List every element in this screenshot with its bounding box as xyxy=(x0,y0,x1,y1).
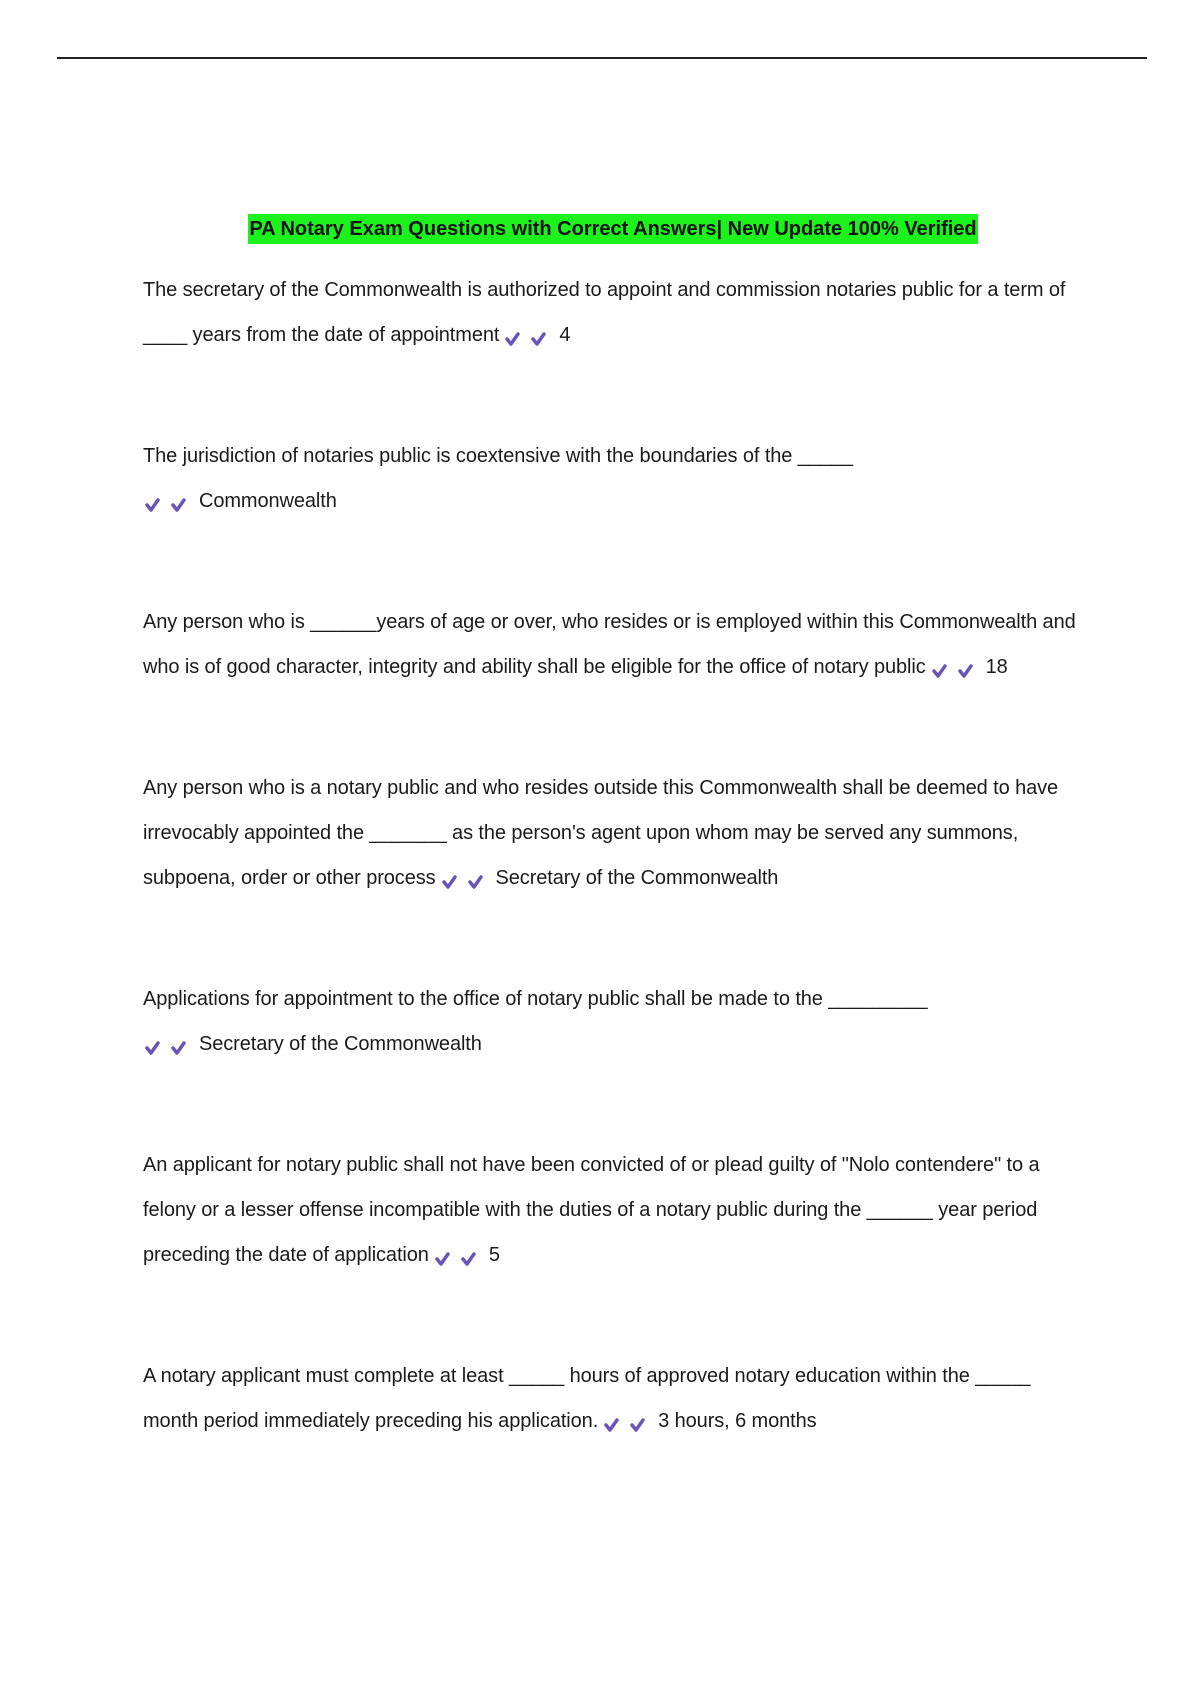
double-check-icon xyxy=(604,1402,656,1447)
question-text: The jurisdiction of notaries public is coextensive with the boundaries of the _____ xyxy=(143,445,853,467)
title-wrap xyxy=(143,214,1083,244)
question-text: The secretary of the Commonwealth is authorized to appoint and commission notaries public for a term of ____ years from the date of appointment xyxy=(143,279,1066,346)
answer-text: 3 hours, 6 months xyxy=(658,1410,817,1432)
answer-text: 4 xyxy=(559,324,571,346)
double-check-icon xyxy=(145,1025,197,1070)
question-text: A notary applicant must complete at least _____ hours of approved notary education within the _____ month period immediately preceding his application. xyxy=(143,1365,1031,1432)
answer-text: 5 xyxy=(488,1244,500,1266)
qa-item xyxy=(143,600,1083,693)
qa-item xyxy=(143,1354,1083,1447)
answer-text: 18 xyxy=(985,656,1008,678)
answer-text: Commonwealth xyxy=(199,490,337,512)
qa-item xyxy=(143,268,1083,361)
question-text: Any person who is a notary public and who resides outside this Commonwealth shall be deemed to have irrevocably appointed the _______ as the person's agent upon whom may be served any summons, subpoena, order or other process xyxy=(143,777,1059,889)
answer-text: Secretary of the Commonwealth xyxy=(495,867,779,889)
double-check-icon xyxy=(145,482,197,527)
double-check-icon xyxy=(435,1236,487,1281)
qa-item xyxy=(143,434,1083,527)
question-text: An applicant for notary public shall not have been convicted of or plead guilty of "Nolo contendere" to a felony or a lesser offense incompatible with the duties of a notary public during the ______ year period preceding the date of application xyxy=(143,1154,1040,1266)
document-body xyxy=(143,214,1083,1447)
document-title: PA Notary Exam Questions with Correct Answers| New Update 100% Verified xyxy=(248,214,977,244)
qa-item xyxy=(143,977,1083,1070)
qa-item xyxy=(143,766,1083,904)
answer-text: Secretary of the Commonwealth xyxy=(199,1033,482,1055)
double-check-icon xyxy=(505,316,557,361)
qa-item xyxy=(143,1143,1083,1281)
question-text: Any person who is ______years of age or over, who resides or is employed within this Commonwealth and who is of good character, integrity and ability shall be eligible for the office of notary public xyxy=(143,611,1076,678)
question-text: Applications for appointment to the office of notary public shall be made to the _________ xyxy=(143,988,928,1010)
top-rule xyxy=(57,57,1147,59)
double-check-icon xyxy=(442,859,494,904)
double-check-icon xyxy=(932,648,984,693)
